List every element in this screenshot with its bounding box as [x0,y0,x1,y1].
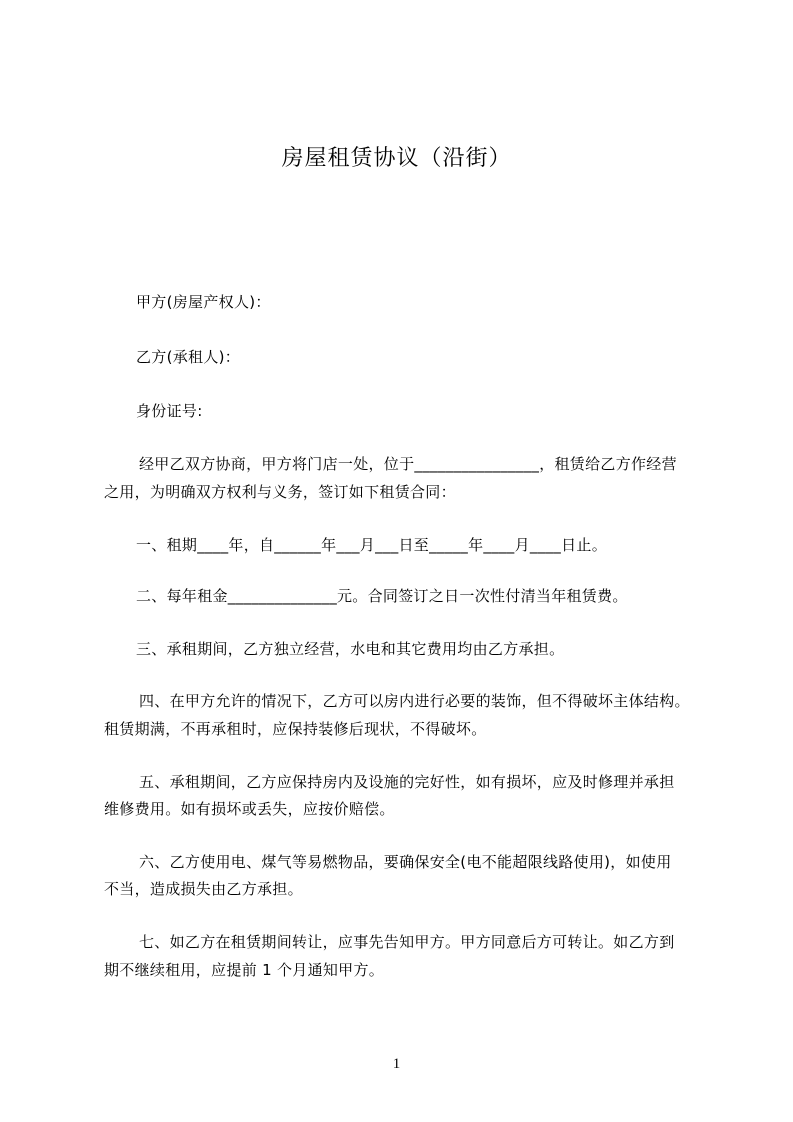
clause-6-line-1: 六、乙方使用电、煤气等易燃物品，要确保安全(电不能超限线路使用)，如使用 [139,853,672,871]
id-number-label: 身份证号: [136,402,203,420]
clause-5-line-1: 五、承租期间，乙方应保持房内及设施的完好性，如有损坏，应及时修理并承担 [139,773,675,791]
clause-5-line-2: 维修费用。如有损坏或丢失，应按价赔偿。 [104,800,395,818]
page-number: 1 [392,1056,401,1072]
clause-7-line-1: 七、如乙方在租赁期间转让，应事先告知甲方。甲方同意后方可转让。如乙方到 [139,933,675,951]
clause-2: 二、每年租金______________元。合同签订之日一次性付清当年租赁费。 [136,587,628,605]
intro-line-1: 经甲乙双方协商，甲方将门店一处，位于________________，租赁给乙方作经营 [139,455,677,473]
clause-4-line-2: 租赁期满，不再承租时，应保持装修后现状，不得破坏。 [104,720,487,738]
clause-7-line-2: 期不继续租用，应提前 1 个月通知甲方。 [104,961,385,979]
document-title: 房屋租赁协议（沿街） [281,146,512,171]
clause-1: 一、租期____年，自______年___月___日至_____年____月____日止。 [136,536,608,554]
intro-line-2: 之用，为明确双方权利与义务，签订如下租赁合同： [104,483,456,501]
clause-6-line-2: 不当，造成损失由乙方承担。 [104,880,303,898]
clause-3: 三、承租期间，乙方独立经营，水电和其它费用均由乙方承担。 [136,640,565,658]
clause-4-line-1: 四、在甲方允许的情况下，乙方可以房内进行必要的装饰，但不得破坏主体结构。 [139,692,690,710]
party-a-label: 甲方(房屋产权人)： [136,293,271,311]
party-b-label: 乙方(承租人)： [136,348,241,366]
